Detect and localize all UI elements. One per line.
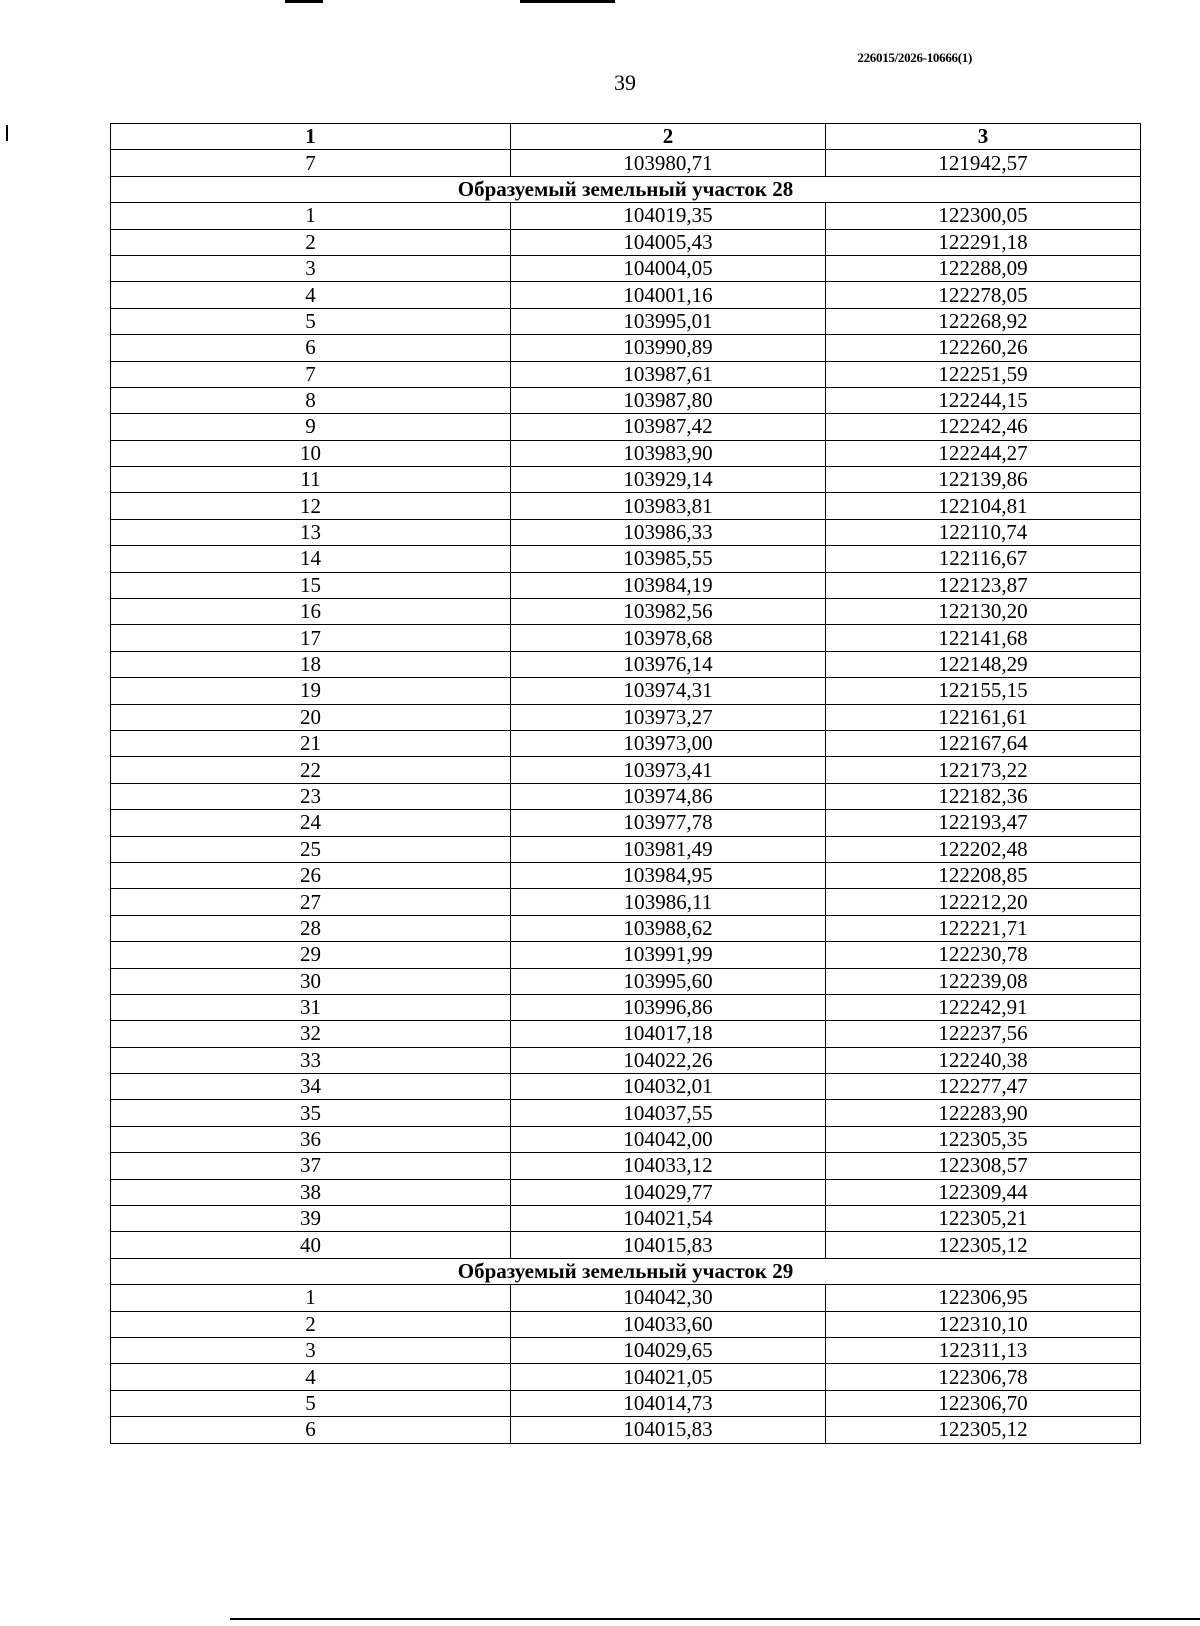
x-coordinate-cell: 103973,00 [511,730,826,756]
y-coordinate-cell: 122309,44 [826,1179,1141,1205]
table-row [111,255,1141,281]
table-row [111,1074,1141,1100]
table-row [111,546,1141,572]
point-number-cell: 3 [111,1337,511,1363]
point-number-cell: 1 [111,1285,511,1311]
x-coordinate-cell: 104037,55 [511,1100,826,1126]
y-coordinate-cell: 122311,13 [826,1337,1141,1363]
point-number-cell: 31 [111,994,511,1020]
y-coordinate-cell: 122288,09 [826,255,1141,281]
table-row [111,625,1141,651]
x-coordinate-cell: 104033,60 [511,1311,826,1337]
table-row [111,1206,1141,1232]
point-number-cell: 10 [111,440,511,466]
section-row [111,1258,1141,1284]
x-coordinate-cell: 103996,86 [511,994,826,1020]
table-row [111,915,1141,941]
y-coordinate-cell: 122268,92 [826,308,1141,334]
document-id: 226015/2026-10666(1) [857,50,972,65]
y-coordinate-cell: 122130,20 [826,599,1141,625]
y-coordinate-cell: 122173,22 [826,757,1141,783]
point-number-cell: 4 [111,1364,511,1390]
table-row [111,942,1141,968]
section-title: Образуемый земельный участок 29 [111,1258,1141,1284]
table-row [111,1021,1141,1047]
table-row [111,150,1141,176]
point-number-cell: 22 [111,757,511,783]
y-coordinate-cell: 122139,86 [826,467,1141,493]
point-number-cell: 36 [111,1126,511,1152]
x-coordinate-cell: 103974,86 [511,783,826,809]
point-number-cell: 5 [111,1390,511,1416]
table-row [111,519,1141,545]
point-number-cell: 27 [111,889,511,915]
point-number-cell: 5 [111,308,511,334]
y-coordinate-cell: 122123,87 [826,572,1141,598]
x-coordinate-cell: 104021,05 [511,1364,826,1390]
scan-artifact-left [6,125,8,141]
table-row [111,1179,1141,1205]
y-coordinate-cell: 122283,90 [826,1100,1141,1126]
point-number-cell: 26 [111,862,511,888]
y-coordinate-cell: 122208,85 [826,862,1141,888]
table-row [111,836,1141,862]
table-row [111,335,1141,361]
y-coordinate-cell: 122237,56 [826,1021,1141,1047]
table-row [111,440,1141,466]
table-row [111,1390,1141,1416]
point-number-cell: 7 [111,361,511,387]
table-row [111,862,1141,888]
y-coordinate-cell: 122305,21 [826,1206,1141,1232]
y-coordinate-cell: 122104,81 [826,493,1141,519]
x-coordinate-cell: 103990,89 [511,335,826,361]
point-number-cell: 1 [111,203,511,229]
y-coordinate-cell: 122240,38 [826,1047,1141,1073]
point-number-cell: 13 [111,519,511,545]
point-number-cell: 25 [111,836,511,862]
point-number-cell: 35 [111,1100,511,1126]
coordinates-table [110,123,1141,1444]
x-coordinate-cell: 104029,65 [511,1337,826,1363]
point-number-cell: 29 [111,942,511,968]
y-coordinate-cell: 122244,27 [826,440,1141,466]
y-coordinate-cell: 122167,64 [826,730,1141,756]
point-number-cell: 37 [111,1153,511,1179]
x-coordinate-cell: 104014,73 [511,1390,826,1416]
point-number-cell: 3 [111,255,511,281]
y-coordinate-cell: 122242,91 [826,994,1141,1020]
point-number-cell: 2 [111,229,511,255]
header-cell-point: 1 [111,124,511,150]
point-number-cell: 28 [111,915,511,941]
x-coordinate-cell: 104004,05 [511,255,826,281]
x-coordinate-cell: 103983,81 [511,493,826,519]
y-coordinate-cell: 122148,29 [826,651,1141,677]
section-row [111,176,1141,202]
table-row [111,994,1141,1020]
x-coordinate-cell: 103984,19 [511,572,826,598]
y-coordinate-cell: 122305,35 [826,1126,1141,1152]
point-number-cell: 2 [111,1311,511,1337]
point-number-cell: 39 [111,1206,511,1232]
point-number-cell: 14 [111,546,511,572]
y-coordinate-cell: 122161,61 [826,704,1141,730]
y-coordinate-cell: 122300,05 [826,203,1141,229]
y-coordinate-cell: 122251,59 [826,361,1141,387]
point-number-cell: 6 [111,335,511,361]
table-row [111,361,1141,387]
x-coordinate-cell: 103980,71 [511,150,826,176]
point-number-cell: 7 [111,150,511,176]
point-number-cell: 33 [111,1047,511,1073]
y-coordinate-cell: 122116,67 [826,546,1141,572]
page-number: 39 [614,70,636,95]
table-row [111,678,1141,704]
table-row [111,1285,1141,1311]
x-coordinate-cell: 103981,49 [511,836,826,862]
x-coordinate-cell: 104042,30 [511,1285,826,1311]
table-row [111,704,1141,730]
table-row [111,757,1141,783]
header-cell-y: 3 [826,124,1141,150]
point-number-cell: 15 [111,572,511,598]
table-row [111,968,1141,994]
table-row [111,203,1141,229]
x-coordinate-cell: 104019,35 [511,203,826,229]
y-coordinate-cell: 122305,12 [826,1232,1141,1258]
point-number-cell: 20 [111,704,511,730]
y-coordinate-cell: 122242,46 [826,414,1141,440]
point-number-cell: 16 [111,599,511,625]
y-coordinate-cell: 122306,70 [826,1390,1141,1416]
y-coordinate-cell: 122291,18 [826,229,1141,255]
table-row [111,493,1141,519]
y-coordinate-cell: 122202,48 [826,836,1141,862]
table-row [111,1417,1141,1443]
x-coordinate-cell: 103982,56 [511,599,826,625]
x-coordinate-cell: 103991,99 [511,942,826,968]
table-row [111,1153,1141,1179]
point-number-cell: 4 [111,282,511,308]
table-row [111,414,1141,440]
x-coordinate-cell: 104005,43 [511,229,826,255]
scan-artifact-bottom [230,1618,1200,1620]
y-coordinate-cell: 122306,78 [826,1364,1141,1390]
point-number-cell: 8 [111,387,511,413]
y-coordinate-cell: 122212,20 [826,889,1141,915]
x-coordinate-cell: 104021,54 [511,1206,826,1232]
x-coordinate-cell: 104029,77 [511,1179,826,1205]
table-row [111,1364,1141,1390]
y-coordinate-cell: 122221,71 [826,915,1141,941]
table-row [111,467,1141,493]
x-coordinate-cell: 104017,18 [511,1021,826,1047]
x-coordinate-cell: 104033,12 [511,1153,826,1179]
y-coordinate-cell: 122230,78 [826,942,1141,968]
table-row [111,282,1141,308]
point-number-cell: 18 [111,651,511,677]
x-coordinate-cell: 103929,14 [511,467,826,493]
header-cell-x: 2 [511,124,826,150]
y-coordinate-cell: 122110,74 [826,519,1141,545]
table-row [111,308,1141,334]
x-coordinate-cell: 103976,14 [511,651,826,677]
table-row [111,889,1141,915]
x-coordinate-cell: 103978,68 [511,625,826,651]
x-coordinate-cell: 103988,62 [511,915,826,941]
table-row [111,1126,1141,1152]
point-number-cell: 24 [111,810,511,836]
x-coordinate-cell: 103987,61 [511,361,826,387]
y-coordinate-cell: 122310,10 [826,1311,1141,1337]
x-coordinate-cell: 103986,33 [511,519,826,545]
y-coordinate-cell: 122278,05 [826,282,1141,308]
y-coordinate-cell: 121942,57 [826,150,1141,176]
x-coordinate-cell: 104032,01 [511,1074,826,1100]
x-coordinate-cell: 103987,80 [511,387,826,413]
y-coordinate-cell: 122239,08 [826,968,1141,994]
section-title: Образуемый земельный участок 28 [111,176,1141,202]
x-coordinate-cell: 103974,31 [511,678,826,704]
x-coordinate-cell: 103986,11 [511,889,826,915]
table-row [111,1100,1141,1126]
x-coordinate-cell: 103973,41 [511,757,826,783]
x-coordinate-cell: 103995,01 [511,308,826,334]
point-number-cell: 19 [111,678,511,704]
table-row [111,1047,1141,1073]
table-row [111,810,1141,836]
y-coordinate-cell: 122277,47 [826,1074,1141,1100]
y-coordinate-cell: 122305,12 [826,1417,1141,1443]
x-coordinate-cell: 104015,83 [511,1232,826,1258]
y-coordinate-cell: 122141,68 [826,625,1141,651]
y-coordinate-cell: 122193,47 [826,810,1141,836]
x-coordinate-cell: 104042,00 [511,1126,826,1152]
x-coordinate-cell: 103984,95 [511,862,826,888]
point-number-cell: 12 [111,493,511,519]
point-number-cell: 6 [111,1417,511,1443]
table-header-row [111,124,1141,150]
x-coordinate-cell: 104001,16 [511,282,826,308]
table-row [111,1232,1141,1258]
y-coordinate-cell: 122306,95 [826,1285,1141,1311]
x-coordinate-cell: 103977,78 [511,810,826,836]
table-row [111,572,1141,598]
scan-artifact-top-left [285,0,323,3]
point-number-cell: 21 [111,730,511,756]
y-coordinate-cell: 122260,26 [826,335,1141,361]
table-row [111,599,1141,625]
table-row [111,783,1141,809]
x-coordinate-cell: 103973,27 [511,704,826,730]
table-row [111,387,1141,413]
table-body [111,150,1141,1443]
point-number-cell: 38 [111,1179,511,1205]
table-row [111,651,1141,677]
point-number-cell: 34 [111,1074,511,1100]
point-number-cell: 9 [111,414,511,440]
scan-artifact-top-center [520,0,615,3]
y-coordinate-cell: 122182,36 [826,783,1141,809]
x-coordinate-cell: 103987,42 [511,414,826,440]
x-coordinate-cell: 104015,83 [511,1417,826,1443]
x-coordinate-cell: 103983,90 [511,440,826,466]
y-coordinate-cell: 122308,57 [826,1153,1141,1179]
table-row [111,730,1141,756]
point-number-cell: 40 [111,1232,511,1258]
x-coordinate-cell: 103995,60 [511,968,826,994]
table-row [111,1311,1141,1337]
point-number-cell: 17 [111,625,511,651]
y-coordinate-cell: 122244,15 [826,387,1141,413]
table-row [111,1337,1141,1363]
x-coordinate-cell: 103985,55 [511,546,826,572]
point-number-cell: 32 [111,1021,511,1047]
x-coordinate-cell: 104022,26 [511,1047,826,1073]
point-number-cell: 11 [111,467,511,493]
table-row [111,229,1141,255]
point-number-cell: 30 [111,968,511,994]
y-coordinate-cell: 122155,15 [826,678,1141,704]
point-number-cell: 23 [111,783,511,809]
